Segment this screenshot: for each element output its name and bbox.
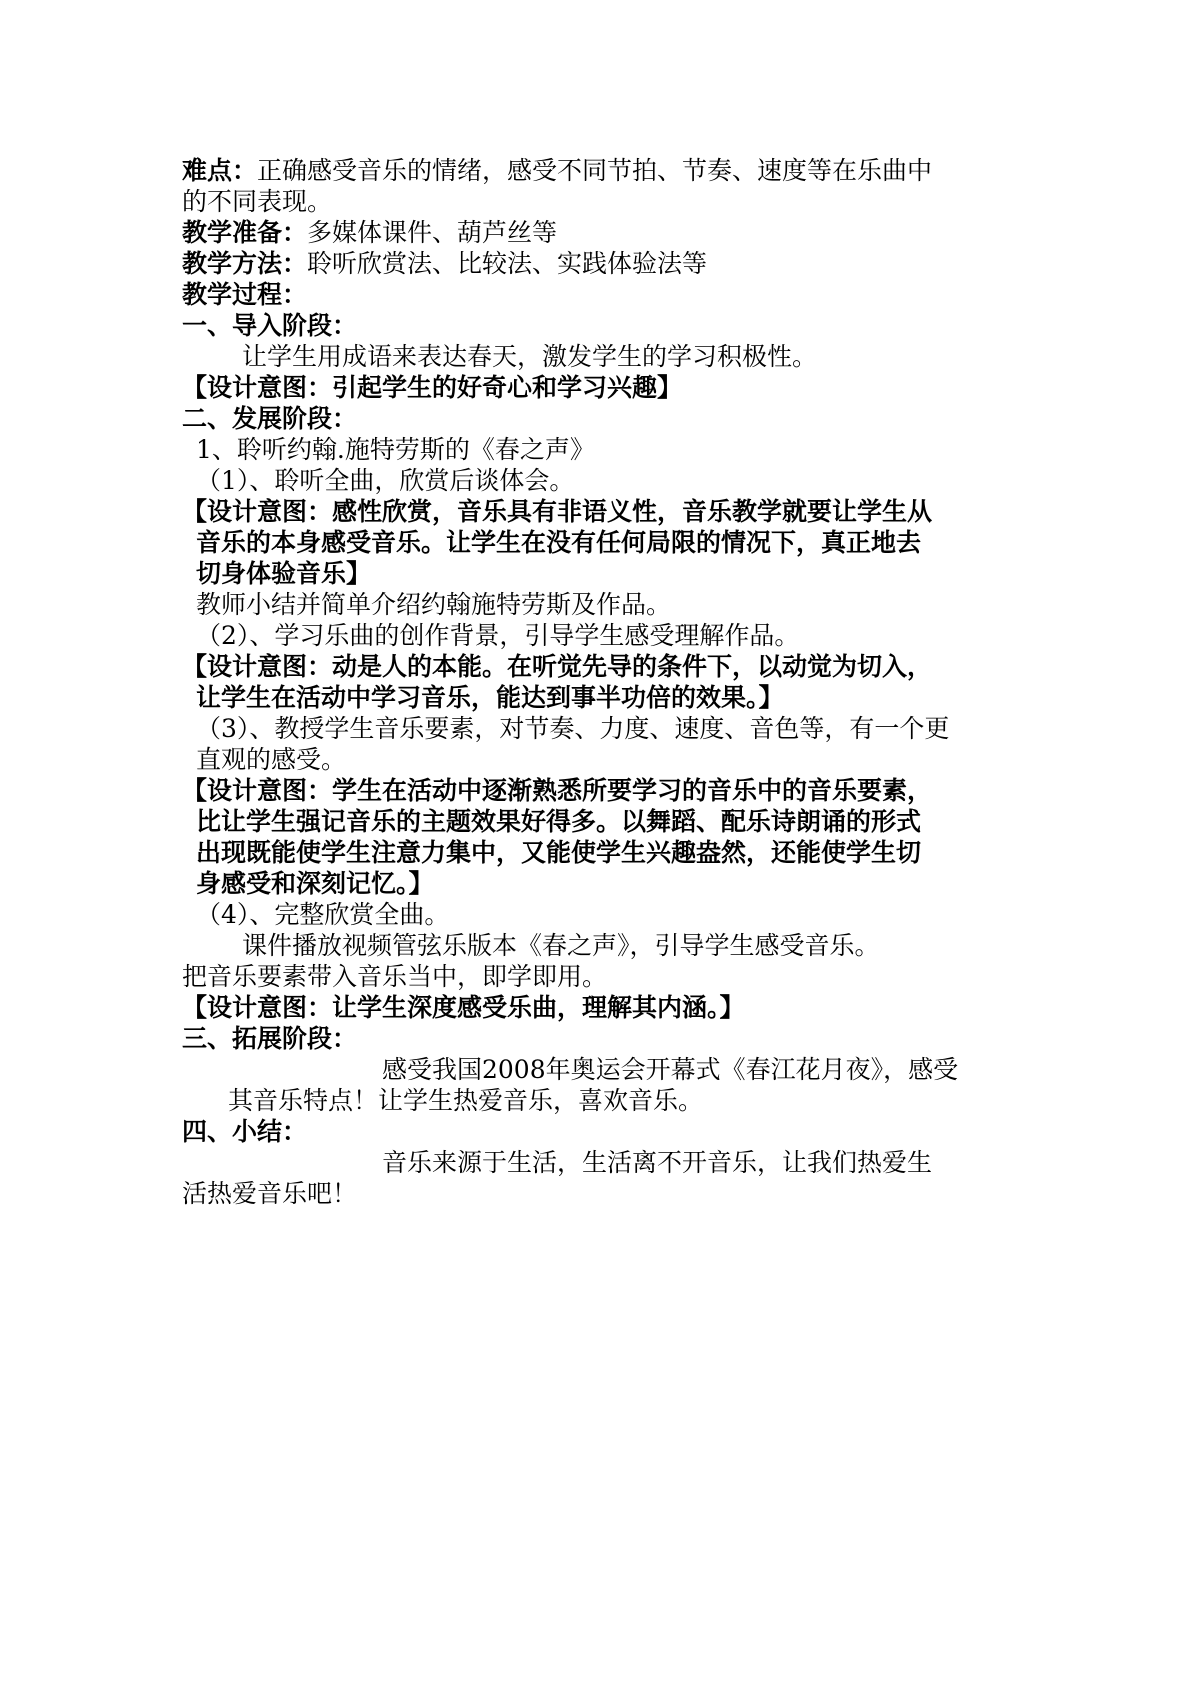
section2-design3-line4: 身感受和深刻记忆。】 — [196, 869, 434, 898]
section2-design4: 【设计意图：让学生深度感受乐曲，理解其内涵。】 — [182, 993, 745, 1022]
zhunbei-label: 教学准备： — [182, 218, 308, 247]
section2-design1-line1: 【设计意图：感性欣赏，音乐具有非语义性，音乐教学就要让学生从 — [182, 497, 933, 526]
section2-item1-4: （4）、完整欣赏全曲。 — [196, 900, 450, 929]
section4-heading: 四、小结： — [182, 1117, 308, 1146]
section1-heading: 一、导入阶段： — [182, 311, 358, 340]
section2-item1-3-line1: （3）、教授学生音乐要素，对节奏、力度、速度、音色等，有一个更 — [196, 714, 950, 743]
nandian-line — [182, 155, 1022, 186]
section4-body-line1: 音乐来源于生活，生活离不开音乐，让我们热爱生 — [382, 1148, 933, 1177]
section2-heading: 二、发展阶段： — [182, 404, 358, 433]
section2-design2-line1: 【设计意图：动是人的本能。在听觉先导的条件下，以动觉为切入， — [182, 652, 933, 681]
section2-item1-3-line2: 直观的感受。 — [196, 745, 347, 774]
section2-item1-2: （2）、学习乐曲的创作背景，引导学生感受理解作品。 — [196, 621, 800, 650]
zhunbei-text: 多媒体课件、葫芦丝等 — [307, 218, 558, 247]
section3-body-line2: 其音乐特点！让学生热爱音乐，喜欢音乐。 — [228, 1086, 704, 1115]
section2-play-line2: 把音乐要素带入音乐当中，即学即用。 — [182, 962, 608, 991]
fangfa-line — [182, 248, 1022, 279]
section2-design3-line1: 【设计意图：学生在活动中逐渐熟悉所要学习的音乐中的音乐要素， — [182, 776, 933, 805]
section3-body-line1: 感受我国2008年奥运会开幕式《春江花月夜》，感受 — [382, 1055, 959, 1084]
section2-item1: 1、聆听约翰.施特劳斯的《春之声》 — [196, 435, 595, 464]
nandian-text-cont: 的不同表现。 — [182, 187, 333, 216]
section2-item1-1: （1）、聆听全曲，欣赏后谈体会。 — [196, 466, 575, 495]
section2-design1-line3: 切身体验音乐】 — [196, 559, 372, 588]
section1-design: 【设计意图：引起学生的好奇心和学习兴趣】 — [182, 373, 683, 402]
nandian-label: 难点： — [182, 156, 258, 185]
section2-design2-line2: 让学生在活动中学习音乐，能达到事半功倍的效果。】 — [196, 683, 784, 712]
section2-play-line1: 课件播放视频管弦乐版本《春之声》，引导学生感受音乐。 — [242, 931, 880, 960]
section2-design3-line2: 比让学生强记音乐的主题效果好得多。以舞蹈、配乐诗朗诵的形式 — [196, 807, 922, 836]
fangfa-label: 教学方法： — [182, 249, 308, 278]
guocheng-heading: 教学过程： — [182, 280, 308, 309]
nandian-text: 正确感受音乐的情绪，感受不同节拍、节奏、速度等在乐曲中 — [257, 156, 933, 185]
document-page — [182, 155, 1022, 1209]
fangfa-text: 聆听欣赏法、比较法、实践体验法等 — [307, 249, 708, 278]
section1-body: 让学生用成语来表达春天，激发学生的学习积极性。 — [242, 342, 818, 371]
section3-heading: 三、拓展阶段： — [182, 1024, 358, 1053]
section2-design3-line3: 出现既能使学生注意力集中，又能使学生兴趣盎然，还能使学生切 — [196, 838, 922, 867]
section4-body-line2: 活热爱音乐吧！ — [182, 1179, 358, 1208]
section2-summary: 教师小结并简单介绍约翰施特劳斯及作品。 — [196, 590, 672, 619]
section2-design1-line2: 音乐的本身感受音乐。让学生在没有任何局限的情况下，真正地去 — [196, 528, 922, 557]
zhunbei-line — [182, 217, 1022, 248]
